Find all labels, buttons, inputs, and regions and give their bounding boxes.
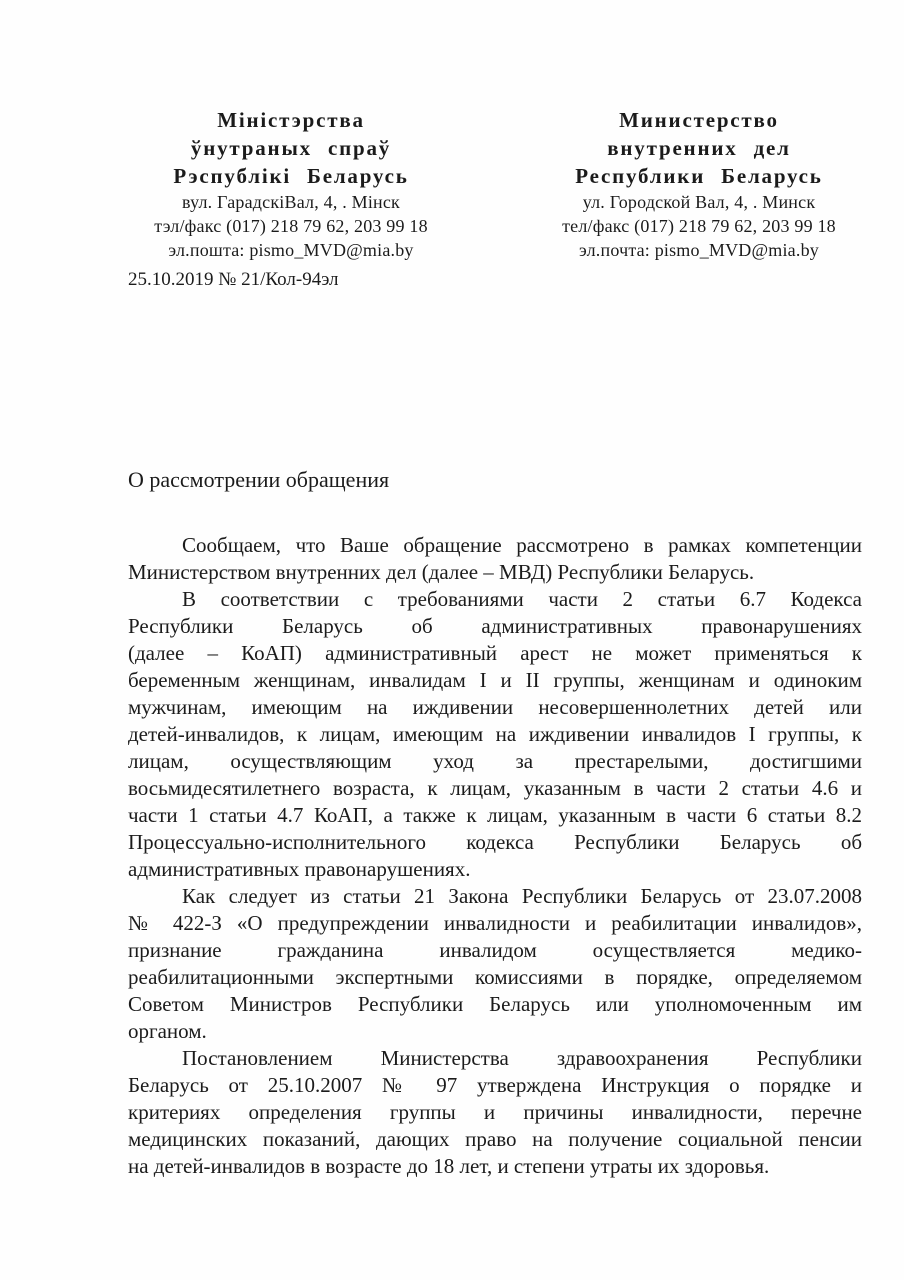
text-line: Республики Беларусь об административных правонарушениях	[128, 614, 862, 638]
org-address: ул. Городской Вал, 4, . Минск	[582, 192, 816, 212]
text-line: мужчинам, имеющим на иждивении несовершеннолетних детей или	[128, 695, 862, 719]
text-line: Советом Министров Республики Беларусь или уполномоченным им	[128, 992, 862, 1016]
org-email: эл.пошта: pismo_MVD@mia.by	[168, 240, 414, 260]
text-line: В соответствии с требованиями части 2 статьи 6.7 Кодекса	[182, 587, 862, 611]
org-name-line: Міністэрства	[217, 108, 365, 132]
text-line: восьмидесятилетнего возраста, к лицам, указанным в части 2 статьи 4.6 и	[128, 776, 862, 800]
text-line: (далее – КоАП) административный арест не может применяться к	[128, 641, 862, 665]
org-phone: тэл/факс (017) 218 79 62, 203 99 18	[154, 216, 428, 236]
paragraph	[128, 532, 862, 586]
text-line: части 1 статьи 4.7 КоАП, а также к лицам, указанным в части 6 статьи 8.2	[128, 803, 862, 827]
letterhead-russian	[518, 106, 880, 262]
text-line: беременным женщинам, инвалидам I и II группы, женщинам и одиноким	[128, 668, 862, 692]
paragraph	[128, 1045, 862, 1180]
org-name-line: Рэспублікі Беларусь	[173, 164, 409, 188]
text-line: Беларусь от 25.10.2007 № 97 утверждена Инструкция о порядке и	[128, 1073, 862, 1097]
text-line: Министерством внутренних дел (далее – МВД) Республики Беларусь.	[128, 560, 755, 584]
org-name-line: внутренних дел	[607, 136, 791, 160]
text-line: критериях определения группы и причины инвалидности, перечне	[128, 1100, 862, 1124]
text-line: на детей-инвалидов в возрасте до 18 лет, и степени утраты их здоровья.	[128, 1154, 770, 1178]
text-line: № 422-З «О предупреждении инвалидности и реабилитации инвалидов»,	[128, 911, 862, 935]
org-name-line: ўнутраных спраў	[190, 136, 392, 160]
org-name-line: Республики Беларусь	[575, 164, 823, 188]
text-line: административных правонарушениях.	[128, 857, 471, 881]
text-line: Процессуально-исполнительного кодекса Республики Беларусь об	[128, 830, 862, 854]
text-line: органом.	[128, 1019, 207, 1043]
text-line: Как следует из статьи 21 Закона Республики Беларусь от 23.07.2008	[182, 884, 862, 908]
text-line: детей-инвалидов, к лицам, имеющим на иждивении инвалидов I группы, к	[128, 722, 862, 746]
paragraph	[128, 883, 862, 1045]
subject-line: О рассмотрении обращения	[128, 467, 390, 492]
text-line: Сообщаем, что Ваше обращение рассмотрено в рамках компетенции	[182, 533, 862, 557]
org-name-line: Министерство	[619, 108, 779, 132]
text-line: лицам, осуществляющим уход за престарелыми, достигшими	[128, 749, 862, 773]
org-email: эл.почта: pismo_MVD@mia.by	[579, 240, 819, 260]
text-line: Постановлением Министерства здравоохранения Республики	[182, 1046, 862, 1070]
letterhead-belarusian	[115, 106, 467, 262]
letter-body	[128, 532, 862, 1180]
text-line: медицинских показаний, дающих право на получение социальной пенсии	[128, 1127, 862, 1151]
paragraph	[128, 586, 862, 883]
org-phone: тел/факс (017) 218 79 62, 203 99 18	[562, 216, 836, 236]
org-address: вул. ГарадскіВал, 4, . Мінск	[181, 192, 400, 212]
text-line: реабилитационными экспертными комиссиями в порядке, определяемом	[128, 965, 862, 989]
reference-number: 25.10.2019 № 21/Кол-94эл	[128, 269, 339, 290]
text-line: признание гражданина инвалидом осуществляется медико-	[128, 938, 862, 962]
